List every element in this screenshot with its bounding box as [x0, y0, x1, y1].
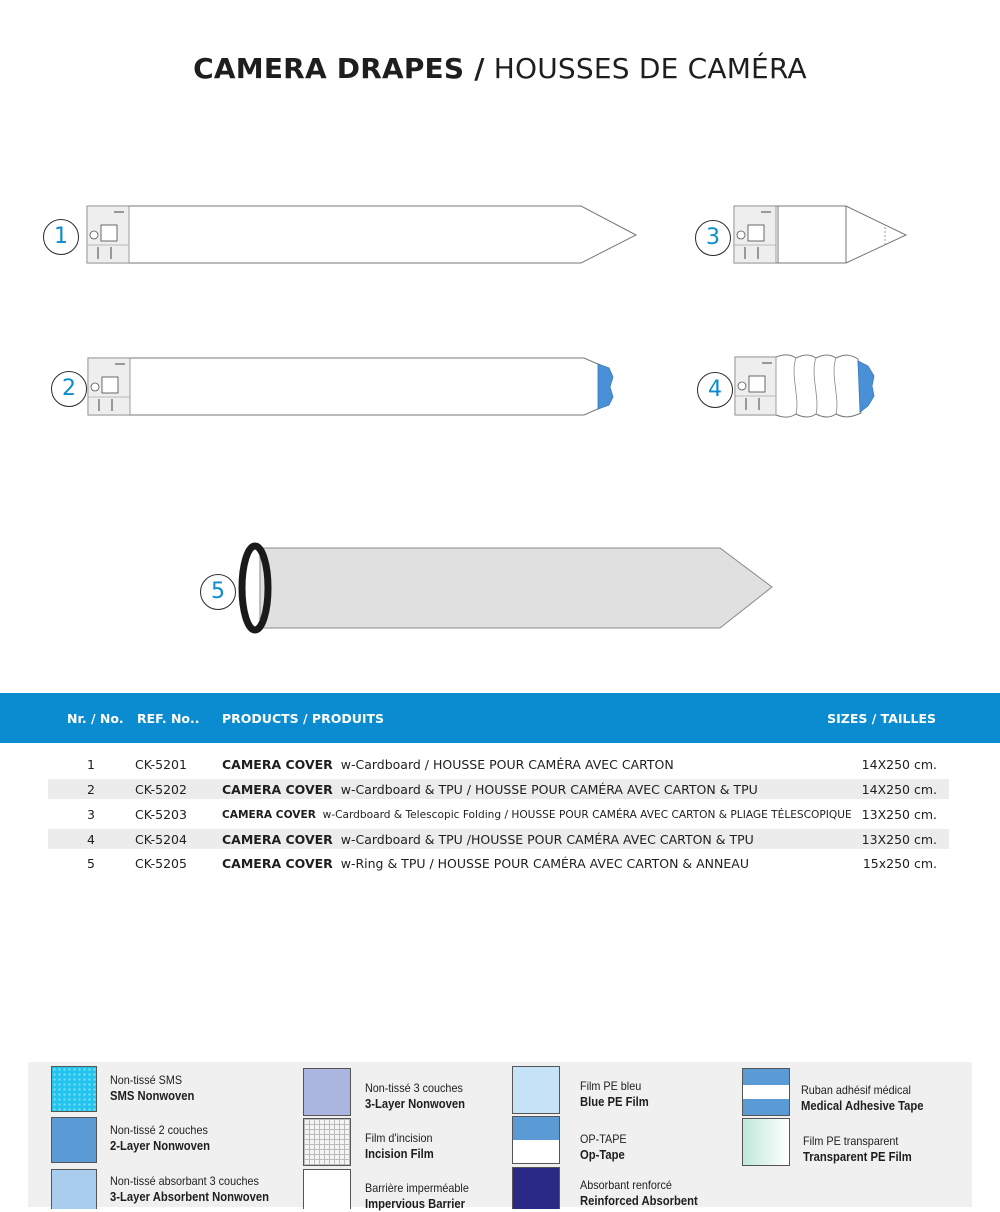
swatch-impervious-barrier	[303, 1169, 351, 1209]
drape-number-1: 1	[43, 219, 79, 255]
legend-item: Film PE bleu Blue PE Film	[580, 1079, 649, 1109]
product-name: CAMERA COVER	[222, 832, 333, 847]
cell-ref: CK-5203	[135, 807, 187, 822]
drape-number-4: 4	[697, 372, 733, 408]
legend-item: Non-tissé 2 couches 2-Layer Nonwoven	[110, 1123, 211, 1153]
header-nr: Nr. / No.	[67, 711, 124, 726]
cell-nr: 4	[87, 832, 95, 847]
legend-item: Ruban adhésif médical Medical Adhesive Tape	[801, 1083, 924, 1113]
table-row	[48, 754, 949, 774]
product-name: CAMERA COVER	[222, 856, 333, 871]
swatch-3-layer-nonwoven	[303, 1068, 351, 1116]
table-row	[48, 853, 949, 873]
cell-product	[222, 856, 749, 871]
product-name: CAMERA COVER	[222, 757, 333, 772]
table-header	[0, 693, 1000, 743]
cell-product	[222, 832, 754, 847]
product-name: CAMERA COVER	[222, 782, 333, 797]
header-size: SIZES / TAILLES	[827, 711, 936, 726]
header-product: PRODUCTS / PRODUITS	[222, 711, 385, 726]
product-desc: w-Cardboard & TPU / HOUSSE POUR CAMÉRA AVEC CARTON & TPU	[340, 782, 758, 797]
cell-size: 13X250 cm.	[861, 807, 937, 822]
cell-size: 13X250 cm.	[861, 832, 937, 847]
legend-item: Film PE transparent Transparent PE Film	[803, 1134, 912, 1164]
table-row	[48, 779, 949, 799]
swatch-incision-film	[303, 1118, 351, 1166]
drape-2-illustration	[87, 357, 617, 417]
drape-1-illustration	[86, 205, 638, 265]
cell-size: 14X250 cm.	[861, 757, 937, 772]
table-row	[48, 804, 949, 824]
product-name: CAMERA COVER	[222, 809, 316, 821]
swatch-op-tape	[512, 1116, 560, 1164]
legend-item: Film d'incision Incision Film	[365, 1131, 434, 1161]
legend-item: Barrière imperméable Impervious Barrier	[365, 1181, 469, 1211]
cell-nr: 1	[87, 757, 95, 772]
legend-item: Absorbant renforcé Reinforced Absorbent	[580, 1178, 698, 1208]
cell-ref: CK-5201	[135, 757, 187, 772]
swatch-reinforced-absorbent	[512, 1167, 560, 1209]
cell-size: 14X250 cm.	[861, 782, 937, 797]
title-normal: HOUSSES DE CAMÉRA	[493, 52, 807, 85]
legend-item: OP-TAPE Op-Tape	[580, 1132, 627, 1162]
product-desc: w-Cardboard / HOUSSE POUR CAMÉRA AVEC CARTON	[340, 757, 674, 772]
drape-4-illustration	[734, 354, 880, 418]
table-row	[48, 829, 949, 849]
swatch-medical-adhesive-tape	[742, 1068, 790, 1116]
material-legend	[28, 1062, 972, 1211]
cell-ref: CK-5204	[135, 832, 187, 847]
cell-ref: CK-5205	[135, 856, 187, 871]
cell-product	[222, 782, 758, 797]
product-desc: w-Cardboard & Telescopic Folding / HOUSSE POUR CAMÉRA AVEC CARTON & PLIAGE TÉLESCOPIQUE	[322, 809, 852, 821]
legend-item: Non-tissé absorbant 3 couches 3-Layer Absorbent Nonwoven	[110, 1174, 269, 1204]
drape-number-2: 2	[51, 371, 87, 407]
swatch-3-layer-absorbent-nonwoven	[51, 1169, 97, 1209]
cell-product	[222, 809, 852, 821]
legend-item: Non-tissé 3 couches 3-Layer Nonwoven	[365, 1081, 466, 1111]
drape-3-illustration	[733, 205, 910, 265]
page-title	[0, 52, 1000, 85]
cell-nr: 3	[87, 807, 95, 822]
cell-nr: 2	[87, 782, 95, 797]
swatch-blue-pe-film	[512, 1066, 560, 1114]
product-desc: w-Ring & TPU / HOUSSE POUR CAMÉRA AVEC CARTON & ANNEAU	[340, 856, 749, 871]
header-ref: REF. No..	[137, 711, 200, 726]
drape-number-5: 5	[200, 574, 236, 610]
swatch-2-layer-nonwoven	[51, 1117, 97, 1163]
drape-number-3: 3	[695, 220, 731, 256]
drape-5-illustration	[238, 542, 776, 636]
cell-nr: 5	[87, 856, 95, 871]
product-desc: w-Cardboard & TPU /HOUSSE POUR CAMÉRA AVEC CARTON & TPU	[340, 832, 754, 847]
swatch-sms-nonwoven	[51, 1066, 97, 1112]
cell-size: 15x250 cm.	[862, 856, 937, 871]
legend-item: Non-tissé SMS SMS Nonwoven	[110, 1073, 195, 1103]
cell-ref: CK-5202	[135, 782, 187, 797]
cell-product	[222, 757, 674, 772]
swatch-transparent-pe-film	[742, 1118, 790, 1166]
title-bold: CAMERA DRAPES /	[193, 52, 485, 85]
